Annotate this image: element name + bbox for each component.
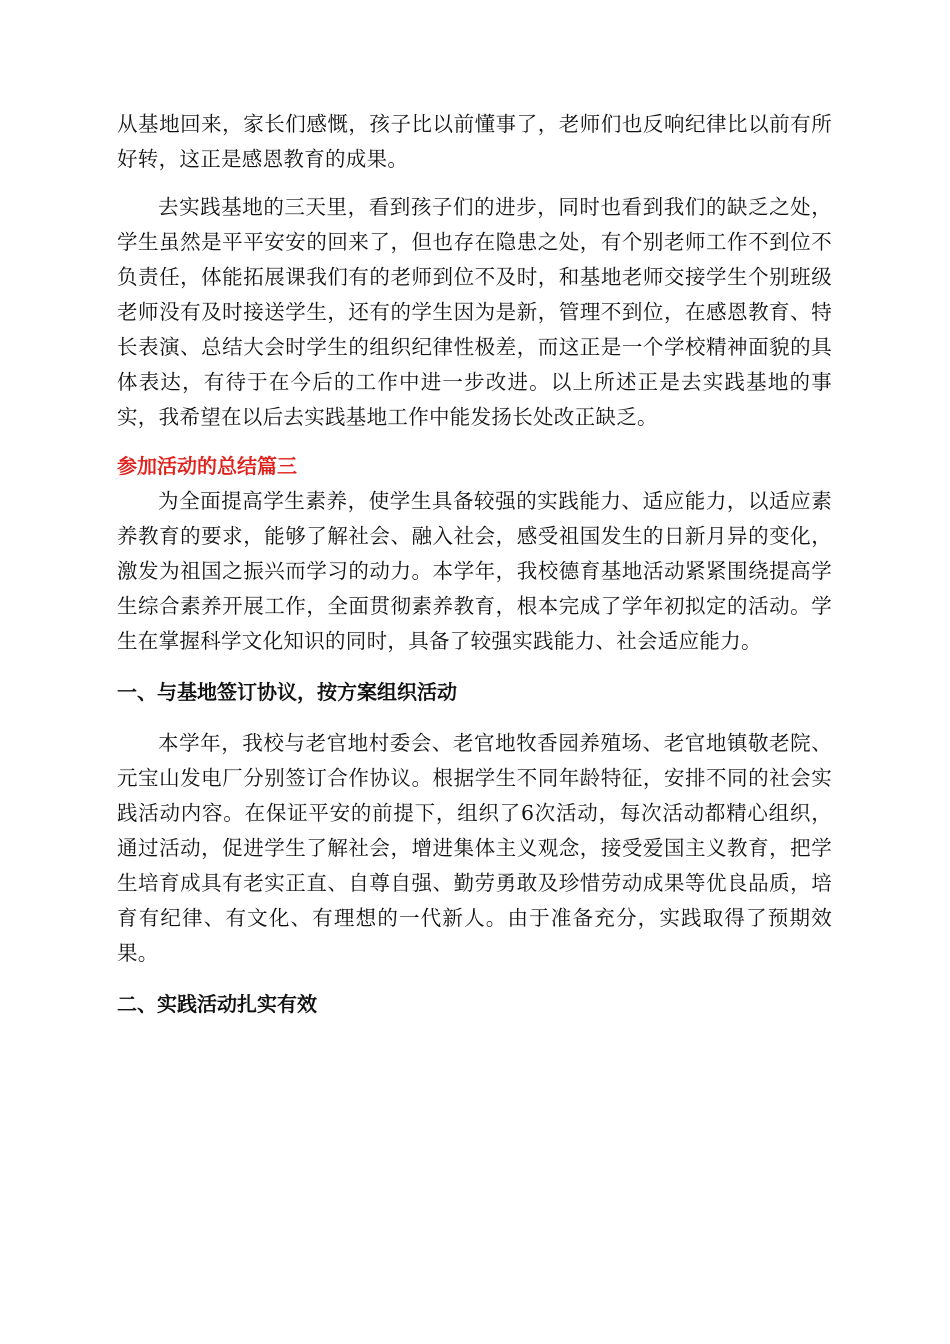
section-title: 参加活动的总结篇三 [117,454,297,478]
paragraph-shortcomings: 去实践基地的三天里，看到孩子们的进步，同时也看到我们的缺乏之处，学生虽然是平平安安的回来了，但也存在隐患之处，有个别老师工作不到位不负责任，体能拓展课我们有的老师到位不及时，和基地老师交接学生个别班级老师没有及时接送学生，还有的学生因为是新，管理不到位，在感恩教育、特长表演、总结大会时学生的组织纪律性极差，而这正是一个学校精神面貌的具体表达，有待于在今后的工作中进一步改进。以上所述正是去实践基地的事实，我希望在以后去实践基地工作中能发扬长处改正缺乏。 [117,195,832,429]
paragraph-agreement: 本学年，我校与老官地村委会、老官地牧香园养殖场、老官地镇敬老院、元宝山发电厂分别签订合作协议。根据学生不同年龄特征，安排不同的社会实践活动内容。在保证平安的前提下，组织了6次活动，每次活动都精心组织，通过活动，促进学生了解社会，增进集体主义观念，接受爱国主义教育，把学生培育成具有老实正直、自尊自强、勤劳勇敢及珍惜劳动成果等优良品质，培育有纪律、有文化、有理想的一代新人。由于准备充分，实践取得了预期效果。 [117,731,832,965]
paragraph-results: 从基地回来，家长们感慨，孩子比以前懂事了，老师们也反响纪律比以前有所好转，这正是感恩教育的成果。 [117,112,832,171]
paragraph-intro: 为全面提高学生素养，使学生具备较强的实践能力、适应能力，以适应素养教育的要求，能够了解社会、融入社会，感受祖国发生的日新月异的变化，激发为祖国之振兴而学习的动力。本学年，我校德育基地活动紧紧围绕提高学生综合素养开展工作，全面贯彻素养教育，根本完成了学年初拟定的活动。学生在掌握科学文化知识的同时，具备了较强实践能力、社会适应能力。 [117,489,832,653]
heading-practice: 二、实践活动扎实有效 [117,992,317,1016]
heading-agreement: 一、与基地签订协议，按方案组织活动 [117,680,457,704]
